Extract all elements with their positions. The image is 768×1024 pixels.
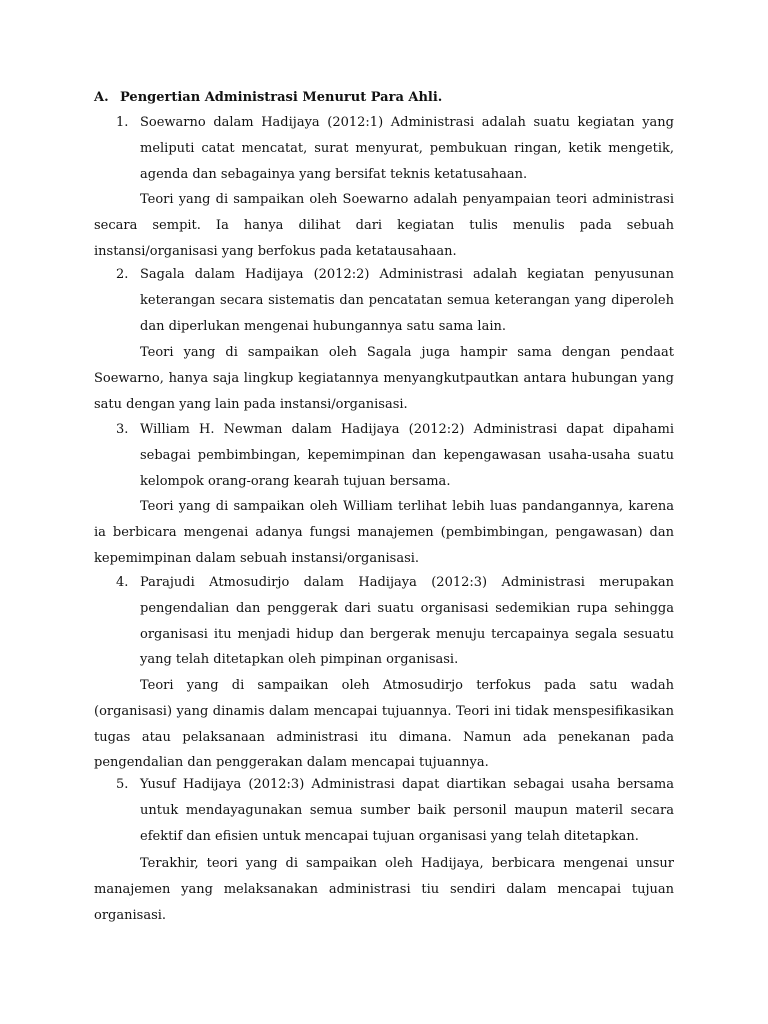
list-item-2	[116, 262, 674, 339]
list-item-text: Yusuf Hadijaya (2012:3) Administrasi dapat diartikan sebagai usaha bersama untuk mendayagunakan semua sumber baik personil maupun materil secara efektif dan efisien untuk mencapai tujuan organisasi yang telah ditetapkan.	[140, 777, 674, 844]
list-item-4	[116, 570, 674, 673]
list-item-1	[116, 110, 674, 187]
list-number: 3.	[116, 422, 129, 437]
commentary-paragraph-2: Teori yang di sampaikan oleh Sagala juga hampir sama dengan pendaat Soewarno, hanya saja lingkup kegiatannya menyangkutpautkan antara hubungan yang satu dengan yang lain pada instansi/organisasi.	[94, 345, 674, 412]
commentary-paragraph-5: Terakhir, teori yang di sampaikan oleh Hadijaya, berbicara mengenai unsur manajemen yang melaksanakan administrasi tiu sendiri dalam mencapai tujuan organisasi.	[94, 856, 674, 923]
list-item-5	[116, 772, 674, 849]
list-number: 5.	[116, 777, 129, 792]
commentary-paragraph-4: Teori yang di sampaikan oleh Atmosudirjo terfokus pada satu wadah (organisasi) yang dinamis dalam mencapai tujuannya. Teori ini tidak menspesifikasikan tugas atau pelaksanaan administrasi itu dimana. Namun ada penekanan pada pengendalian dan penggerakan dalam mencapai tujuannya.	[94, 678, 674, 771]
commentary-paragraph-3: Teori yang di sampaikan oleh William terlihat lebih luas pandangannya, karena ia berbicara mengenai adanya fungsi manajemen (pembimbingan, pengawasan) dan kepemimpinan dalam sebuah instansi/organisasi.	[94, 499, 674, 566]
list-number: 4.	[116, 575, 129, 590]
list-item-3	[116, 417, 674, 494]
list-number: 2.	[116, 267, 129, 282]
section-heading	[94, 87, 684, 109]
section-title: Pengertian Administrasi Menurut Para Ahli.	[120, 90, 443, 105]
commentary-paragraph-1: Teori yang di sampaikan oleh Soewarno adalah penyampaian teori administrasi secara sempit. Ia hanya dilihat dari kegiatan tulis menulis pada sebuah instansi/organisasi yang berfokus pada ketatausahaan.	[94, 192, 674, 259]
section-letter: A.	[94, 90, 109, 105]
list-item-text: Parajudi Atmosudirjo dalam Hadijaya (2012:3) Administrasi merupakan pengendalian dan penggerak dari suatu organisasi sedemikian rupa sehingga organisasi itu menjadi hidup dan bergerak menuju tercapainya segala sesuatu yang telah ditetapkan oleh pimpinan organisasi.	[140, 575, 674, 668]
list-item-text: William H. Newman dalam Hadijaya (2012:2) Administrasi dapat dipahami sebagai pembimbingan, kepemimpinan dan kepengawasan usaha-usaha suatu kelompok orang-orang kearah tujuan bersama.	[140, 422, 674, 489]
list-item-text: Sagala dalam Hadijaya (2012:2) Administrasi adalah kegiatan penyusunan keterangan secara sistematis dan pencatatan semua keterangan yang diperoleh dan diperlukan mengenai hubungannya satu sama lain.	[140, 267, 674, 334]
list-number: 1.	[116, 115, 129, 130]
list-item-text: Soewarno dalam Hadijaya (2012:1) Administrasi adalah suatu kegiatan yang meliputi catat mencatat, surat menyurat, pembukuan ringan, ketik mengetik, agenda dan sebagainya yang bersifat teknis ketatusahaan.	[140, 115, 674, 182]
